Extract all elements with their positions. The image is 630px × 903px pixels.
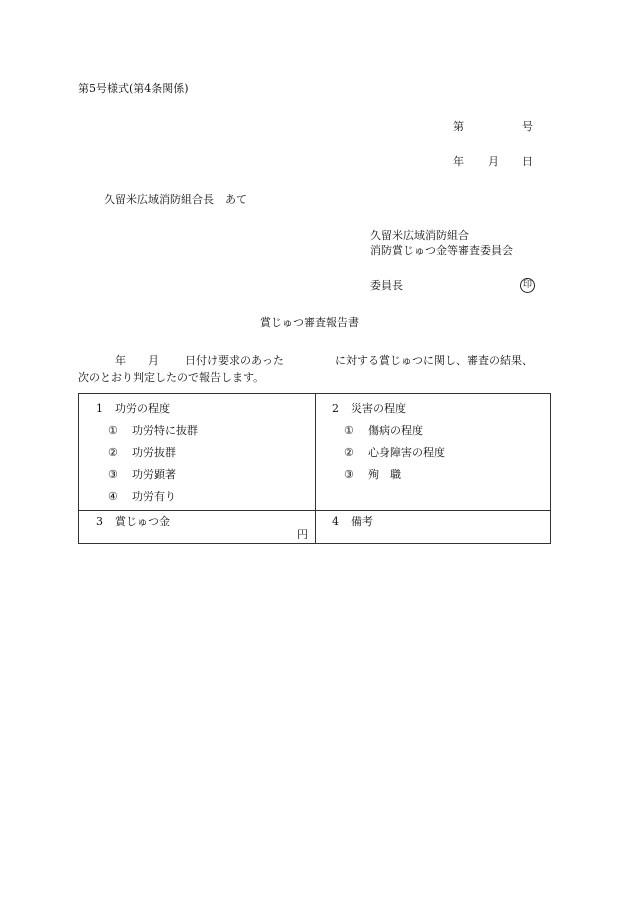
column-divider — [315, 394, 316, 543]
sender-org: 久留米広域消防組合 — [370, 229, 469, 242]
row-divider — [79, 510, 550, 511]
chair-label: 委員長 — [370, 279, 403, 292]
body-request: 日付け要求のあった — [185, 354, 284, 367]
disaster-item-no: ① — [344, 424, 354, 437]
body-year: 年 — [115, 354, 126, 367]
award-heading-no: 3 — [96, 515, 103, 528]
body-month: 月 — [148, 354, 159, 367]
award-heading: 賞じゅつ金 — [115, 515, 170, 528]
date-day: 日 — [522, 155, 533, 168]
document-title: 賞じゅつ審査報告書 — [260, 316, 359, 329]
merit-item-label: 功労有り — [132, 490, 176, 503]
seal-mark: 印 — [520, 278, 535, 293]
disaster-item-label: 殉 職 — [368, 468, 401, 481]
date-year: 年 — [453, 155, 464, 168]
merit-item-no: ③ — [108, 468, 118, 481]
form-number: 第5号様式(第4条関係) — [78, 82, 189, 95]
award-unit: 円 — [297, 528, 308, 541]
merit-item-no: ④ — [108, 490, 118, 503]
merit-item-label: 功労特に抜群 — [132, 424, 198, 437]
disaster-item-no: ③ — [344, 468, 354, 481]
remarks-heading: 備考 — [351, 515, 373, 528]
disaster-item-no: ② — [344, 446, 354, 459]
disaster-item-label: 傷病の程度 — [368, 424, 423, 437]
merit-heading-no: 1 — [96, 402, 103, 415]
number-suffix: 号 — [522, 120, 533, 133]
addressee: 久留米広域消防組合長 あて — [104, 193, 247, 206]
body-line2: 次のとおり判定したので報告します。 — [78, 371, 265, 384]
remarks-heading-no: 4 — [332, 515, 339, 528]
sender-committee: 消防賞じゅつ金等審査委員会 — [370, 244, 513, 257]
number-prefix: 第 — [453, 120, 464, 133]
merit-item-no: ① — [108, 424, 118, 437]
merit-item-no: ② — [108, 446, 118, 459]
disaster-heading: 災害の程度 — [351, 402, 406, 415]
disaster-item-label: 心身障害の程度 — [368, 446, 445, 459]
merit-item-label: 功労抜群 — [132, 446, 176, 459]
merit-heading: 功労の程度 — [115, 402, 170, 415]
disaster-heading-no: 2 — [332, 402, 339, 415]
judgment-table — [78, 393, 551, 544]
merit-item-label: 功労顕著 — [132, 468, 176, 481]
date-month: 月 — [488, 155, 499, 168]
body-line1-rest: に対する賞じゅつに関し、審査の結果、 — [335, 354, 533, 367]
